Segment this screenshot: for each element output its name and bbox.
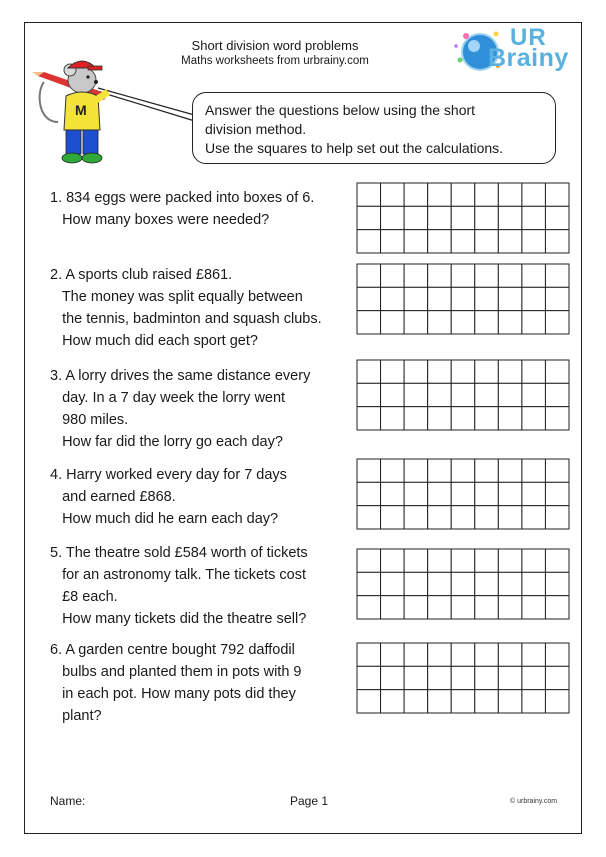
grid-square[interactable] [357,506,381,529]
instructions-line: Use the squares to help set out the calculations. [205,140,504,156]
question-line: How much did each sport get? [50,333,258,349]
grid-square[interactable] [357,311,381,334]
question-line: day. In a 7 day week the lorry went [50,390,286,406]
grid-square[interactable] [522,264,546,287]
grid-square[interactable] [522,690,546,713]
grid-square[interactable] [545,572,569,595]
question-4 [50,464,287,530]
grid-square[interactable] [428,383,452,406]
grid-square[interactable] [381,360,405,383]
grid-square[interactable] [545,183,569,206]
grid-square[interactable] [451,230,475,253]
answer-grid-1[interactable] [356,182,570,254]
grid-square[interactable] [498,482,522,505]
grid-square[interactable] [522,572,546,595]
page-number: Page 1 [290,794,329,808]
grid-square[interactable] [428,549,452,572]
grid-square[interactable] [428,311,452,334]
question-3 [50,365,310,453]
grid-square[interactable] [381,459,405,482]
grid-square[interactable] [451,596,475,619]
grid-square[interactable] [428,183,452,206]
question-5 [50,542,308,630]
grid-square[interactable] [545,482,569,505]
grid-square[interactable] [498,311,522,334]
grid-square[interactable] [545,549,569,572]
grid-square[interactable] [404,549,428,572]
grid-square[interactable] [522,482,546,505]
grid-square[interactable] [451,482,475,505]
grid-square[interactable] [381,690,405,713]
grid-square[interactable] [498,360,522,383]
instructions-line: division method. [205,121,307,137]
question-line: £8 each. [50,589,118,605]
answer-grid-4[interactable] [356,458,570,530]
grid-square[interactable] [428,572,452,595]
question-line: 3. A lorry drives the same distance every [50,368,311,384]
question-line: The money was split equally between [50,289,303,305]
grid-square[interactable] [404,666,428,689]
grid-square[interactable] [404,383,428,406]
grid-square[interactable] [545,596,569,619]
grid-square[interactable] [381,383,405,406]
grid-square[interactable] [451,183,475,206]
logo-text-brainy: Brainy [488,44,569,72]
grid-square[interactable] [404,459,428,482]
logo-text-ur: UR [510,24,547,51]
grid-square[interactable] [357,690,381,713]
name-label: Name: [50,794,86,808]
grid-square[interactable] [381,666,405,689]
grid-square[interactable] [404,407,428,430]
grid-square[interactable] [451,690,475,713]
grid-square[interactable] [545,407,569,430]
grid-square[interactable] [404,183,428,206]
grid-square[interactable] [545,311,569,334]
grid-square[interactable] [404,596,428,619]
question-line: 2. A sports club raised £861. [50,267,233,283]
grid-square[interactable] [381,549,405,572]
grid-square[interactable] [498,506,522,529]
grid-square[interactable] [498,183,522,206]
mascot-shirt-letter: M [75,102,87,118]
grid-square[interactable] [475,407,499,430]
question-line: in each pot. How many pots did they [50,686,296,702]
question-line: 980 miles. [50,412,129,428]
grid-square[interactable] [522,360,546,383]
grid-square[interactable] [545,360,569,383]
grid-square[interactable] [357,264,381,287]
grid-square[interactable] [545,459,569,482]
grid-square[interactable] [498,596,522,619]
grid-square[interactable] [522,206,546,229]
grid-square[interactable] [522,459,546,482]
grid-square[interactable] [451,572,475,595]
mouse-mascot-icon [30,52,210,172]
grid-square[interactable] [545,383,569,406]
grid-square[interactable] [475,666,499,689]
grid-square[interactable] [451,311,475,334]
grid-square[interactable] [357,666,381,689]
question-line: for an astronomy talk. The tickets cost [50,567,307,583]
grid-square[interactable] [428,230,452,253]
grid-square[interactable] [522,287,546,310]
grid-square[interactable] [404,230,428,253]
question-line: plant? [50,708,102,724]
grid-square[interactable] [428,482,452,505]
grid-square[interactable] [522,506,546,529]
grid-square[interactable] [475,506,499,529]
grid-square[interactable] [498,383,522,406]
worksheet-subtitle: Maths worksheets from urbrainy.com [181,55,369,67]
grid-square[interactable] [498,206,522,229]
grid-square[interactable] [522,230,546,253]
grid-square[interactable] [428,206,452,229]
grid-square[interactable] [451,206,475,229]
grid-square[interactable] [545,264,569,287]
instructions-line: Answer the questions below using the short [205,102,476,118]
grid-square[interactable] [522,183,546,206]
grid-square[interactable] [545,230,569,253]
grid-square[interactable] [381,407,405,430]
grid-square[interactable] [451,506,475,529]
answer-grid-6[interactable] [356,642,570,714]
grid-square[interactable] [428,666,452,689]
grid-square[interactable] [381,264,405,287]
grid-square[interactable] [475,287,499,310]
question-2 [50,264,322,352]
question-line: 6. A garden centre bought 792 daffodil [50,642,295,658]
question-6 [50,639,302,727]
grid-square[interactable] [381,311,405,334]
grid-square[interactable] [522,666,546,689]
grid-square[interactable] [475,206,499,229]
grid-square[interactable] [498,264,522,287]
grid-square[interactable] [357,183,381,206]
grid-square[interactable] [475,596,499,619]
grid-square[interactable] [381,506,405,529]
grid-square[interactable] [498,549,522,572]
grid-square[interactable] [451,287,475,310]
answer-grid-3[interactable] [356,359,570,431]
grid-square[interactable] [404,360,428,383]
question-line: 5. The theatre sold £584 worth of tickets [50,545,308,561]
question-line: 4. Harry worked every day for 7 days [50,467,287,483]
grid-square[interactable] [404,690,428,713]
question-line: How much did he earn each day? [50,511,279,527]
grid-square[interactable] [381,596,405,619]
grid-square[interactable] [357,407,381,430]
grid-square[interactable] [428,690,452,713]
grid-square[interactable] [545,690,569,713]
grid-square[interactable] [522,549,546,572]
grid-square[interactable] [357,230,381,253]
grid-square[interactable] [475,311,499,334]
grid-square[interactable] [428,596,452,619]
grid-square[interactable] [428,287,452,310]
grid-square[interactable] [381,287,405,310]
grid-square[interactable] [498,230,522,253]
question-line: and earned £868. [50,489,176,505]
answer-grid-5[interactable] [356,548,570,620]
grid-square[interactable] [357,643,381,666]
grid-square[interactable] [404,643,428,666]
grid-square[interactable] [475,230,499,253]
grid-square[interactable] [357,572,381,595]
grid-square[interactable] [357,549,381,572]
grid-square[interactable] [357,482,381,505]
grid-square[interactable] [475,572,499,595]
grid-square[interactable] [545,287,569,310]
grid-square[interactable] [357,459,381,482]
grid-square[interactable] [498,572,522,595]
grid-square[interactable] [475,383,499,406]
grid-square[interactable] [404,264,428,287]
worksheet-title: Short division word problems [191,38,359,53]
grid-square[interactable] [475,643,499,666]
grid-square[interactable] [522,596,546,619]
question-line: How many tickets did the theatre sell? [50,611,307,627]
grid-square[interactable] [475,549,499,572]
grid-square[interactable] [404,482,428,505]
grid-square[interactable] [428,407,452,430]
grid-square[interactable] [498,459,522,482]
grid-square[interactable] [451,666,475,689]
grid-square[interactable] [357,360,381,383]
question-line: bulbs and planted them in pots with 9 [50,664,302,680]
grid-square[interactable] [357,287,381,310]
grid-square[interactable] [498,666,522,689]
answer-grid-2[interactable] [356,263,570,335]
grid-square[interactable] [522,643,546,666]
grid-square[interactable] [451,643,475,666]
grid-square[interactable] [451,360,475,383]
grid-square[interactable] [381,643,405,666]
grid-square[interactable] [545,506,569,529]
grid-square[interactable] [428,360,452,383]
grid-square[interactable] [451,383,475,406]
grid-square[interactable] [404,206,428,229]
grid-square[interactable] [475,264,499,287]
grid-square[interactable] [475,459,499,482]
grid-square[interactable] [381,482,405,505]
grid-square[interactable] [428,459,452,482]
question-1 [50,187,314,231]
grid-square[interactable] [498,643,522,666]
grid-square[interactable] [522,311,546,334]
grid-square[interactable] [357,596,381,619]
grid-square[interactable] [451,549,475,572]
grid-square[interactable] [545,206,569,229]
grid-square[interactable] [404,506,428,529]
grid-square[interactable] [451,264,475,287]
grid-square[interactable] [475,360,499,383]
grid-square[interactable] [381,206,405,229]
grid-square[interactable] [381,572,405,595]
grid-square[interactable] [498,690,522,713]
instructions-text [205,101,550,158]
grid-square[interactable] [498,407,522,430]
grid-square[interactable] [357,206,381,229]
grid-square[interactable] [381,230,405,253]
grid-square[interactable] [428,643,452,666]
grid-square[interactable] [404,572,428,595]
grid-square[interactable] [404,311,428,334]
grid-square[interactable] [357,383,381,406]
grid-square[interactable] [451,459,475,482]
grid-square[interactable] [404,287,428,310]
grid-square[interactable] [545,643,569,666]
grid-square[interactable] [475,183,499,206]
grid-square[interactable] [498,287,522,310]
grid-square[interactable] [475,690,499,713]
copyright-text: © urbrainy.com [510,798,558,805]
grid-square[interactable] [381,183,405,206]
grid-square[interactable] [545,666,569,689]
grid-square[interactable] [522,407,546,430]
grid-square[interactable] [428,264,452,287]
grid-square[interactable] [451,407,475,430]
grid-square[interactable] [475,482,499,505]
question-line: 1. 834 eggs were packed into boxes of 6. [50,190,315,206]
question-line: How far did the lorry go each day? [50,434,283,450]
grid-square[interactable] [522,383,546,406]
question-line: the tennis, badminton and squash clubs. [50,311,322,327]
grid-square[interactable] [428,506,452,529]
question-line: How many boxes were needed? [50,212,270,228]
